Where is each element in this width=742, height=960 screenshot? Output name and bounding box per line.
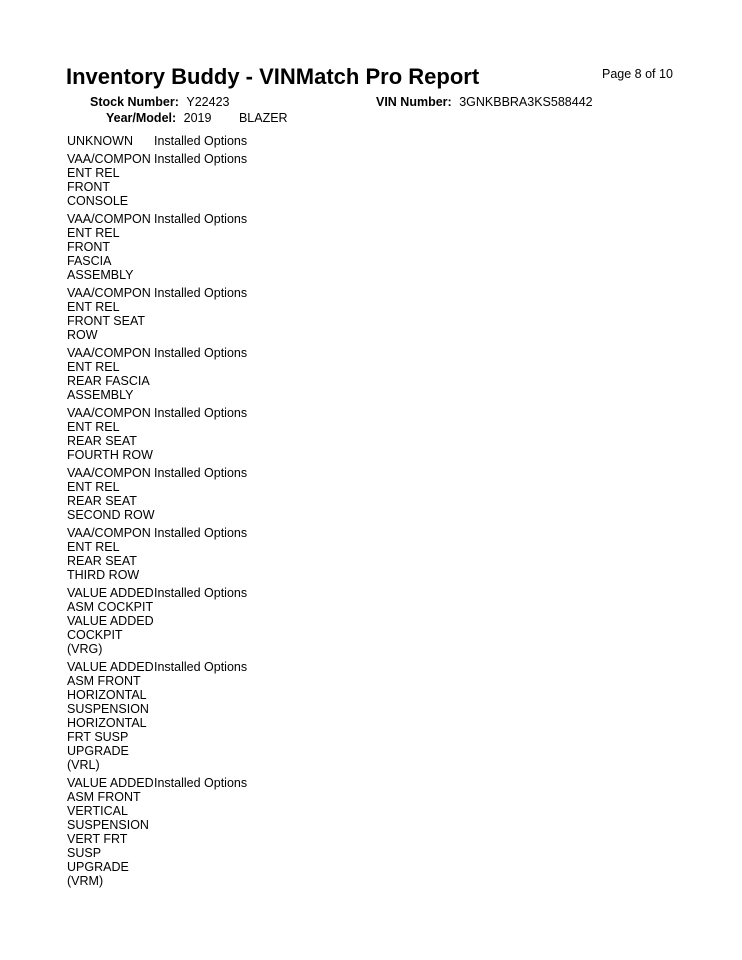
option-category-line: VAA/COMPON	[67, 526, 151, 540]
option-row	[67, 406, 687, 462]
option-category-line: REAR SEAT	[67, 554, 137, 568]
option-category-line: VALUE ADDED	[67, 586, 154, 600]
option-category-line: VAA/COMPON	[67, 466, 151, 480]
option-category-line: VAA/COMPON	[67, 212, 151, 226]
option-row	[67, 212, 687, 282]
option-type: Installed Options	[154, 152, 248, 166]
option-category-line: (VRM)	[67, 874, 104, 888]
option-row	[67, 660, 687, 772]
option-category-line: UPGRADE	[67, 744, 129, 758]
option-category-line: ASM COCKPIT	[67, 600, 154, 614]
option-row	[67, 152, 687, 208]
option-category-line: REAR FASCIA	[67, 374, 150, 388]
option-category-line: ASM FRONT	[67, 790, 141, 804]
option-category-line: (VRL)	[67, 758, 100, 772]
option-type: Installed Options	[154, 466, 248, 480]
option-category-line: ENT REL	[67, 420, 120, 434]
option-category-line: VERTICAL	[67, 804, 128, 818]
option-category-line: UNKNOWN	[67, 134, 133, 148]
vin-number-field	[376, 95, 593, 109]
option-category-line: ENT REL	[67, 360, 120, 374]
option-category-line: HORIZONTAL	[67, 716, 147, 730]
stock-number-label: Stock Number:	[90, 95, 179, 109]
option-category	[67, 286, 154, 342]
option-category-line: VALUE ADDED	[67, 776, 154, 790]
option-type: Installed Options	[154, 212, 248, 226]
option-type: Installed Options	[154, 286, 248, 300]
option-row	[67, 286, 687, 342]
option-type: Installed Options	[154, 526, 248, 540]
option-category	[67, 134, 154, 148]
option-category-line: VALUE ADDED	[67, 614, 154, 628]
option-category-line: (VRG)	[67, 642, 103, 656]
option-type: Installed Options	[154, 406, 248, 420]
year-model-label: Year/Model:	[106, 111, 177, 125]
option-category-line: ASSEMBLY	[67, 268, 134, 282]
option-row	[67, 586, 687, 656]
option-row	[67, 134, 687, 148]
year-model-field	[106, 111, 288, 125]
year-value: 2019	[183, 111, 212, 125]
option-category	[67, 526, 154, 582]
option-row	[67, 776, 687, 888]
vin-number-value: 3GNKBBRA3KS588442	[459, 95, 593, 109]
option-category	[67, 776, 154, 888]
option-type: Installed Options	[154, 660, 248, 674]
stock-number-value: Y22423	[186, 95, 230, 109]
option-category	[67, 152, 154, 208]
option-type: Installed Options	[154, 586, 248, 600]
option-category-line: ROW	[67, 328, 98, 342]
option-category-line: ENT REL	[67, 166, 120, 180]
option-type: Installed Options	[154, 346, 248, 360]
option-category	[67, 586, 154, 656]
option-category-line: VERT FRT	[67, 832, 128, 846]
option-category-line: THIRD ROW	[67, 568, 140, 582]
option-category-line: VAA/COMPON	[67, 152, 151, 166]
option-category-line: FRONT SEAT	[67, 314, 146, 328]
option-category-line: FASCIA	[67, 254, 112, 268]
option-category	[67, 466, 154, 522]
model-value: BLAZER	[238, 111, 288, 125]
option-category-line: CONSOLE	[67, 194, 129, 208]
option-category-line: REAR SEAT	[67, 434, 137, 448]
report-title: Inventory Buddy - VINMatch Pro Report	[66, 64, 480, 89]
option-category-line: VAA/COMPON	[67, 406, 151, 420]
option-category-line: SUSP	[67, 846, 102, 860]
option-category-line: COCKPIT	[67, 628, 123, 642]
option-category-line: FRT SUSP	[67, 730, 129, 744]
option-row	[67, 466, 687, 522]
option-category-line: VAA/COMPON	[67, 346, 151, 360]
page-number: Page 8 of 10	[602, 67, 673, 81]
options-list	[67, 134, 687, 892]
option-category-line: VALUE ADDED	[67, 660, 154, 674]
option-category-line: FRONT	[67, 240, 111, 254]
option-category	[67, 406, 154, 462]
option-category-line: REAR SEAT	[67, 494, 137, 508]
option-category-line: HORIZONTAL	[67, 688, 147, 702]
option-category-line: ENT REL	[67, 226, 120, 240]
option-category	[67, 346, 154, 402]
option-category-line: ENT REL	[67, 540, 120, 554]
option-category-line: FRONT	[67, 180, 111, 194]
option-category	[67, 660, 154, 772]
option-category	[67, 212, 154, 282]
option-category-line: UPGRADE	[67, 860, 129, 874]
option-category-line: ASSEMBLY	[67, 388, 134, 402]
option-row	[67, 526, 687, 582]
option-category-line: SUSPENSION	[67, 702, 149, 716]
option-type: Installed Options	[154, 776, 248, 790]
option-category-line: SECOND ROW	[67, 508, 155, 522]
option-category-line: FOURTH ROW	[67, 448, 153, 462]
option-category-line: ENT REL	[67, 300, 120, 314]
option-category-line: SUSPENSION	[67, 818, 149, 832]
option-category-line: ASM FRONT	[67, 674, 141, 688]
option-category-line: ENT REL	[67, 480, 120, 494]
option-category-line: VAA/COMPON	[67, 286, 151, 300]
option-type: Installed Options	[154, 134, 248, 148]
vin-number-label: VIN Number:	[376, 95, 452, 109]
stock-number-field	[90, 95, 230, 109]
option-row	[67, 346, 687, 402]
